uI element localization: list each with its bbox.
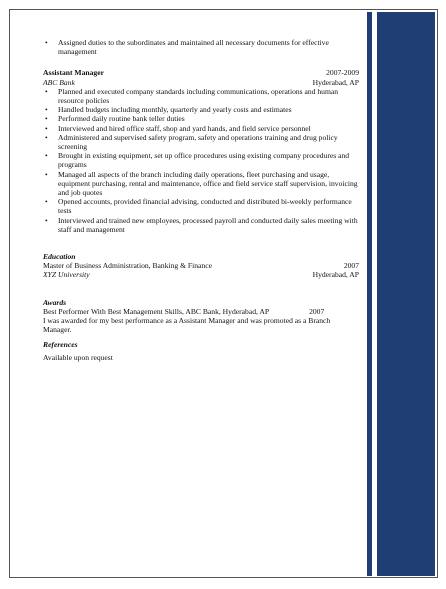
sidebar-thin-stripe [367,12,372,576]
list-item: • Administered and supervised safety program, safety and operations training and drug policy screening [43,133,359,151]
list-item: • Interviewed and trained new employees, processed payroll and conducted daily sales meeting with staff and management [43,216,359,234]
top-bullet-list [43,38,359,56]
education-degree: Master of Business Administration, Banking & Finance [43,261,212,271]
list-item: • Managed all aspects of the branch including daily operations, fleet purchasing and usage, equipment purchasing, rental and maintenance, office and field service staff supervision, invoicing and job quotes [43,170,359,198]
list-item: • Brought in existing equipment, set up office procedures using existing company procedures and programs [43,151,359,169]
education-location: Hyderabad, AP [312,270,359,280]
award-year: 2007 [309,306,325,316]
job-title: Assistant Manager [43,68,104,78]
award-description: I was awarded for my best performance as a Assistant Manager and was promoted as a Branch Manager. [43,316,331,335]
job-subheader [43,78,359,87]
education-degree-row [43,261,359,270]
references-heading: References [43,340,78,350]
sidebar-stripe [377,12,435,576]
resume-content [43,38,359,362]
job-years: 2007-2009 [326,68,359,78]
list-item: • Planned and executed company standards including communications, operations and human resource policies [43,87,359,105]
list-item: • Interviewed and hired office staff, shop and yard hands, and field service personnel [43,124,359,133]
list-item: • Handled budgets including monthly, quarterly and yearly costs and estimates [43,105,359,114]
education-school: XYZ University [43,270,90,280]
education-year: 2007 [343,261,359,271]
education-school-row [43,270,359,279]
awards-heading: Awards [43,297,67,307]
job-location: Hyderabad, AP [312,77,359,87]
list-item: • Performed daily routine bank teller duties [43,114,359,123]
job-header [43,68,359,77]
references-text: Available upon request [43,352,113,362]
award-title: Best Performer With Best Management Skills, ABC Bank, Hyderabad, AP [43,306,270,316]
job-bullet-list [43,87,359,234]
list-item: • Assigned duties to the subordinates and maintained all necessary documents for effective management [43,38,359,56]
award-title-row [43,307,359,316]
list-item: • Opened accounts, provided financial advising, conducted and distributed bi-weekly performance tests [43,197,359,215]
education-heading: Education [43,252,76,262]
job-company: ABC Bank [43,77,75,87]
